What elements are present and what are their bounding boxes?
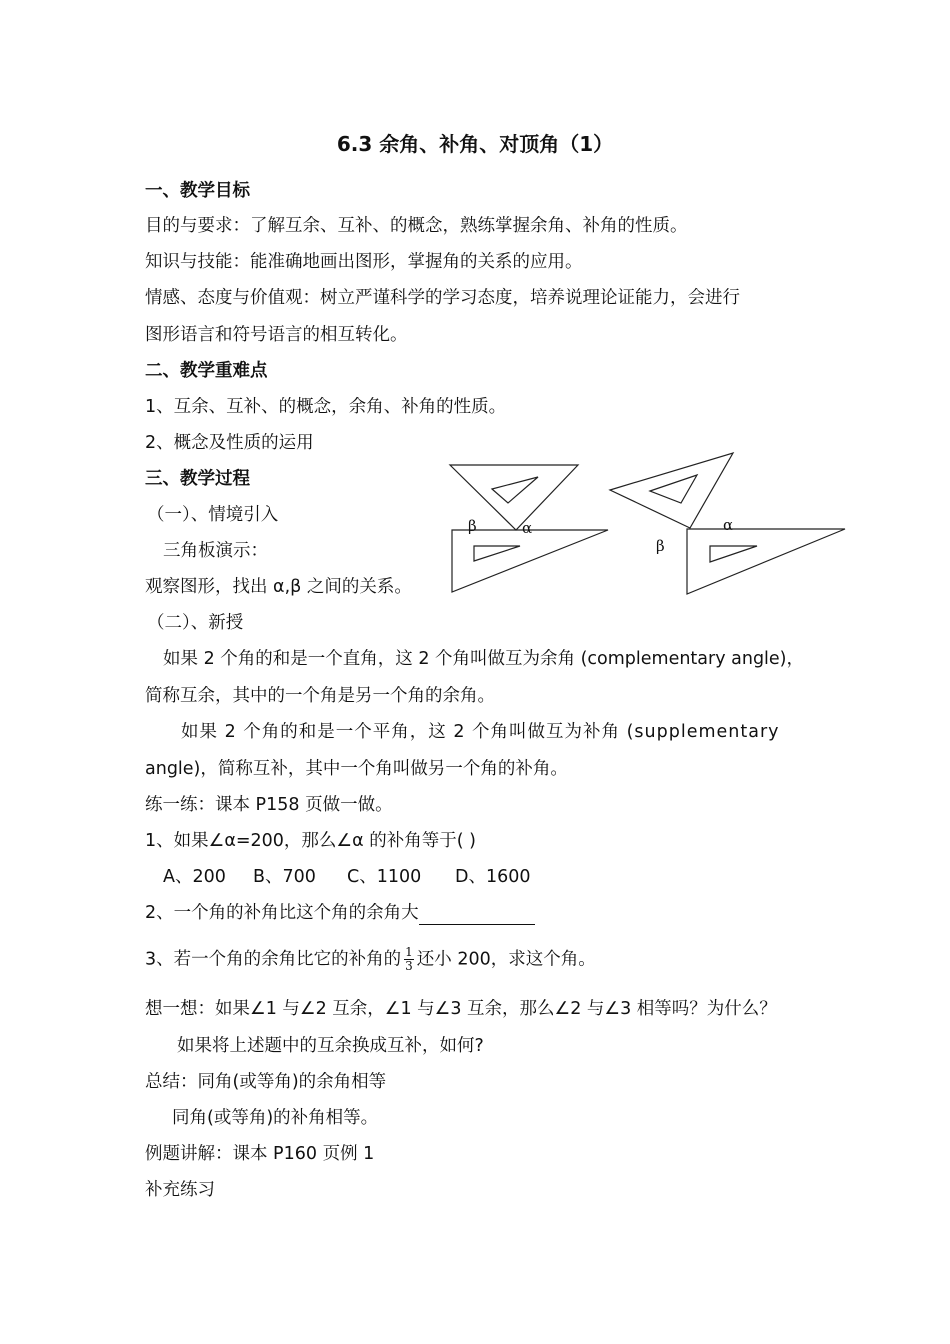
fraction-numerator: 1 [405,945,413,959]
fraction-denominator: 3 [405,959,413,973]
question-3-text-b: 还小 200，求这个角。 [416,949,596,970]
answer-blank [419,906,535,925]
definition-complementary-2: 简称互余，其中的一个角是另一个角的余角。 [145,686,495,706]
skill-line: 知识与技能：能准确地画出图形，掌握角的关系的应用。 [145,252,583,272]
supplement-line: 补充练习 [145,1180,215,1200]
alpha-label-left: α [522,519,533,537]
option-a: A、200 [163,867,226,887]
section-heading-process: 三、教学过程 [145,469,250,489]
goal-line: 目的与要求：了解互余、互补、的概念，熟练掌握余角、补角的性质。 [145,216,688,236]
question-1: 1、如果∠α=200，那么∠α 的补角等于( ) [145,831,476,851]
option-c: C、1100 [347,867,422,887]
upper-triangle-inner [650,475,697,503]
question-1-options [163,865,531,889]
option-d: D、1600 [455,867,531,887]
page-title: 6.3 余角、补角、对顶角（1） [336,132,614,156]
think-line-2: 如果将上述题中的互余换成互补，如何? [177,1036,484,1056]
beta-label-left: β [468,517,477,535]
example-line: 例题讲解：课本 P160 页例 1 [145,1144,375,1164]
summary-line-1: 总结：同角(或等角)的余角相等 [145,1072,387,1092]
question-3-text-a: 3、若一个角的余角比它的补角的 [145,949,402,970]
key-point-1: 1、互余、互补、的概念，余角、补角的性质。 [145,397,507,417]
alpha-label-right: α [723,516,734,534]
summary-line-2: 同角(或等角)的补角相等。 [172,1108,379,1128]
set-square-figure-left [440,455,620,600]
set-square-figure-right [605,448,855,598]
section-heading-goals: 一、教学目标 [145,181,250,201]
question-2-text: 2、一个角的补角比这个角的余角大 [145,903,419,923]
attitude-line-2: 图形语言和符号语言的相互转化。 [145,325,408,345]
demo-line: 三角板演示： [163,541,268,561]
lower-triangle-inner [710,546,757,562]
subsection-new: （二）、新授 [147,613,244,633]
subsection-intro: （一）、情境引入 [147,505,279,525]
definition-supplementary-1: 如果 2 个角的和是一个平角，这 2 个角叫做互为补角 (supplementary [181,722,780,742]
upper-triangle-inner [492,477,538,503]
think-line: 想一想：如果∠1 与∠2 互余，∠1 与∠3 互余，那么∠2 与∠3 相等吗？为什么？ [145,999,777,1019]
definition-complementary-1: 如果 2 个角的和是一个直角，这 2 个角叫做互为余角 (complementary angle)， [163,649,805,669]
practice-line: 练一练：课本 P158 页做一做。 [145,795,393,815]
attitude-line-1: 情感、态度与价值观：树立严谨科学的学习态度，培养说理论证能力，会进行 [145,288,740,308]
section-heading-key-points: 二、教学重难点 [145,361,268,381]
option-b: B、700 [253,867,316,887]
fraction-one-third [404,946,414,973]
question-2 [145,901,535,925]
observe-line: 观察图形，找出 α,β 之间的关系。 [145,577,412,597]
question-3 [145,946,596,973]
lower-triangle-inner [474,546,520,561]
beta-label-right: β [656,537,665,555]
definition-supplementary-2: angle)，简称互补，其中一个角叫做另一个角的补角。 [145,759,568,779]
upper-triangle [610,453,733,528]
key-point-2: 2、概念及性质的运用 [145,433,314,453]
